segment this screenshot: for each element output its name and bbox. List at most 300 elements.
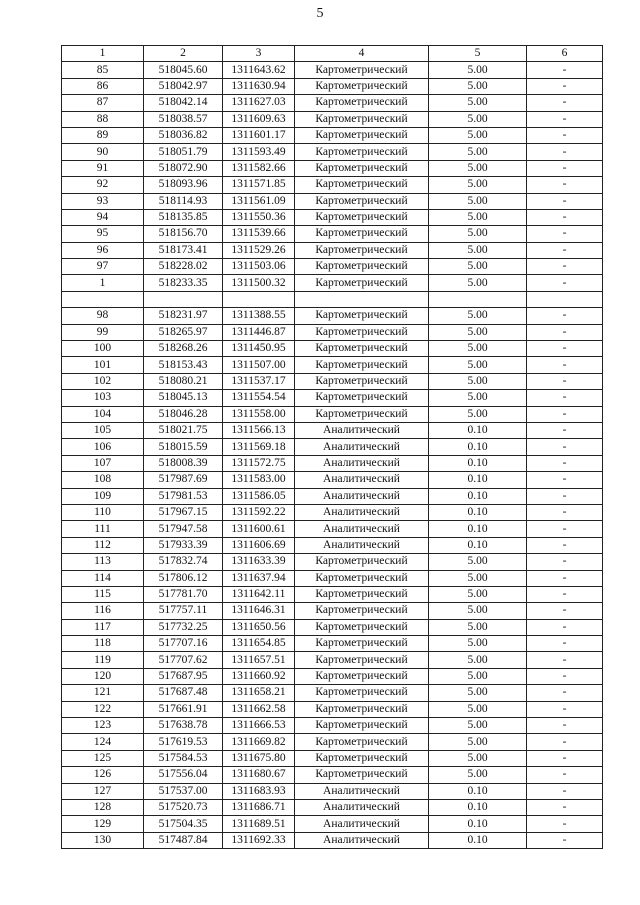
x-coordinate-cell: 518135.85: [144, 209, 223, 225]
y-coordinate-cell: 1311592.22: [223, 504, 295, 520]
note-cell: -: [527, 554, 603, 570]
x-coordinate-cell: 517638.78: [144, 718, 223, 734]
accuracy-cell: 5.00: [429, 554, 527, 570]
method-cell: Картометрический: [295, 603, 429, 619]
accuracy-cell: 5.00: [429, 341, 527, 357]
y-coordinate-cell: 1311566.13: [223, 422, 295, 438]
note-cell: -: [527, 111, 603, 127]
table-row: [62, 537, 603, 553]
point-number-cell: 1: [62, 275, 144, 291]
y-coordinate-cell: 1311660.92: [223, 668, 295, 684]
method-cell: Картометрический: [295, 95, 429, 111]
note-cell: -: [527, 242, 603, 258]
accuracy-cell: 5.00: [429, 373, 527, 389]
point-number-cell: 130: [62, 832, 144, 848]
x-coordinate-cell: 518153.43: [144, 357, 223, 373]
y-coordinate-cell: 1311550.36: [223, 209, 295, 225]
method-cell: Картометрический: [295, 144, 429, 160]
method-cell: Аналитический: [295, 832, 429, 848]
method-cell: Аналитический: [295, 816, 429, 832]
note-cell: -: [527, 586, 603, 602]
y-coordinate-cell: 1311606.69: [223, 537, 295, 553]
accuracy-cell: 5.00: [429, 701, 527, 717]
accuracy-cell: 5.00: [429, 406, 527, 422]
x-coordinate-cell: 518228.02: [144, 259, 223, 275]
point-number-cell: 88: [62, 111, 144, 127]
table-row: [62, 472, 603, 488]
accuracy-cell: 5.00: [429, 652, 527, 668]
point-number-cell: 113: [62, 554, 144, 570]
x-coordinate-cell: 518045.13: [144, 390, 223, 406]
table-row: [62, 586, 603, 602]
note-cell: -: [527, 570, 603, 586]
table-row: [62, 406, 603, 422]
y-coordinate-cell: 1311503.06: [223, 259, 295, 275]
method-cell: Картометрический: [295, 78, 429, 94]
y-coordinate-cell: 1311537.17: [223, 373, 295, 389]
y-coordinate-cell: 1311583.00: [223, 472, 295, 488]
point-number-cell: 105: [62, 422, 144, 438]
point-number-cell: 122: [62, 701, 144, 717]
x-coordinate-cell: 518231.97: [144, 308, 223, 324]
point-number-cell: 108: [62, 472, 144, 488]
method-cell: Аналитический: [295, 537, 429, 553]
x-coordinate-cell: 517781.70: [144, 586, 223, 602]
accuracy-cell: 0.10: [429, 799, 527, 815]
accuracy-cell: 5.00: [429, 308, 527, 324]
method-cell: Аналитический: [295, 439, 429, 455]
x-coordinate-cell: 517556.04: [144, 767, 223, 783]
table-row: [62, 701, 603, 717]
table-row: [62, 521, 603, 537]
note-cell: -: [527, 177, 603, 193]
method-cell: Картометрический: [295, 652, 429, 668]
column-header-6: 6: [527, 46, 603, 62]
accuracy-cell: 5.00: [429, 685, 527, 701]
point-number-cell: 90: [62, 144, 144, 160]
method-cell: Картометрический: [295, 160, 429, 176]
point-number-cell: 109: [62, 488, 144, 504]
y-coordinate-cell: 1311593.49: [223, 144, 295, 160]
point-number-cell: 91: [62, 160, 144, 176]
method-cell: Аналитический: [295, 472, 429, 488]
accuracy-cell: 5.00: [429, 193, 527, 209]
table-row: [62, 324, 603, 340]
accuracy-cell: 5.00: [429, 586, 527, 602]
point-number-cell: 114: [62, 570, 144, 586]
table-row: [62, 193, 603, 209]
x-coordinate-cell: 517537.00: [144, 783, 223, 799]
point-number-cell: 129: [62, 816, 144, 832]
method-cell: Картометрический: [295, 111, 429, 127]
y-coordinate-cell: 1311630.94: [223, 78, 295, 94]
method-cell: Картометрический: [295, 570, 429, 586]
table-row: [62, 390, 603, 406]
point-number-cell: 121: [62, 685, 144, 701]
table-row: [62, 570, 603, 586]
x-coordinate-cell: 518072.90: [144, 160, 223, 176]
table-row: [62, 242, 603, 258]
method-cell: Картометрический: [295, 750, 429, 766]
x-coordinate-cell: 517981.53: [144, 488, 223, 504]
table-row: [62, 652, 603, 668]
note-cell: -: [527, 406, 603, 422]
y-coordinate-cell: 1311561.09: [223, 193, 295, 209]
note-cell: -: [527, 160, 603, 176]
x-coordinate-cell: 517707.62: [144, 652, 223, 668]
accuracy-cell: 5.00: [429, 275, 527, 291]
table-row: [62, 554, 603, 570]
method-cell: Картометрический: [295, 259, 429, 275]
y-coordinate-cell: 1311582.66: [223, 160, 295, 176]
table-row: [62, 226, 603, 242]
point-number-cell: 126: [62, 767, 144, 783]
point-number-cell: 87: [62, 95, 144, 111]
accuracy-cell: 5.00: [429, 734, 527, 750]
method-cell: Аналитический: [295, 422, 429, 438]
coordinates-table-container: [61, 45, 602, 849]
accuracy-cell: 5.00: [429, 750, 527, 766]
table-row: [62, 357, 603, 373]
note-cell: -: [527, 816, 603, 832]
y-coordinate-cell: 1311689.51: [223, 816, 295, 832]
x-coordinate-cell: 518008.39: [144, 455, 223, 471]
accuracy-cell: 5.00: [429, 390, 527, 406]
point-number-cell: 86: [62, 78, 144, 94]
y-coordinate-cell: 1311686.71: [223, 799, 295, 815]
accuracy-cell: 0.10: [429, 488, 527, 504]
note-cell: -: [527, 701, 603, 717]
accuracy-cell: 5.00: [429, 226, 527, 242]
table-row: [62, 636, 603, 652]
accuracy-cell: 0.10: [429, 455, 527, 471]
method-cell: Картометрический: [295, 324, 429, 340]
x-coordinate-cell: 518045.60: [144, 62, 223, 78]
note-cell: -: [527, 144, 603, 160]
point-number-cell: 94: [62, 209, 144, 225]
method-cell: Картометрический: [295, 668, 429, 684]
method-cell: Аналитический: [295, 799, 429, 815]
x-coordinate-cell: 518015.59: [144, 439, 223, 455]
method-cell: Картометрический: [295, 586, 429, 602]
x-coordinate-cell: 517707.16: [144, 636, 223, 652]
accuracy-cell: 5.00: [429, 767, 527, 783]
y-coordinate-cell: 1311662.58: [223, 701, 295, 717]
note-cell: -: [527, 652, 603, 668]
y-coordinate-cell: 1311388.55: [223, 308, 295, 324]
table-row: [62, 422, 603, 438]
y-coordinate-cell: 1311692.33: [223, 832, 295, 848]
point-number-cell: 107: [62, 455, 144, 471]
point-number-cell: 103: [62, 390, 144, 406]
note-cell: -: [527, 357, 603, 373]
accuracy-cell: 5.00: [429, 177, 527, 193]
point-number-cell: 116: [62, 603, 144, 619]
accuracy-cell: 0.10: [429, 439, 527, 455]
x-coordinate-cell: 518114.93: [144, 193, 223, 209]
y-coordinate-cell: 1311572.75: [223, 455, 295, 471]
table-row: [62, 816, 603, 832]
note-cell: -: [527, 275, 603, 291]
y-coordinate-cell: 1311554.54: [223, 390, 295, 406]
method-cell: Картометрический: [295, 406, 429, 422]
table-row: [62, 767, 603, 783]
column-header-4: 4: [295, 46, 429, 62]
note-cell: -: [527, 668, 603, 684]
method-cell: Картометрический: [295, 127, 429, 143]
accuracy-cell: 5.00: [429, 636, 527, 652]
y-coordinate-cell: 1311609.63: [223, 111, 295, 127]
table-row: [62, 718, 603, 734]
method-cell: Аналитический: [295, 783, 429, 799]
accuracy-cell: 5.00: [429, 603, 527, 619]
point-number-cell: 93: [62, 193, 144, 209]
accuracy-cell: 5.00: [429, 357, 527, 373]
accuracy-cell: 5.00: [429, 144, 527, 160]
accuracy-cell: 5.00: [429, 259, 527, 275]
table-row: [62, 504, 603, 520]
table-row: [62, 603, 603, 619]
x-coordinate-cell: 517806.12: [144, 570, 223, 586]
method-cell: Картометрический: [295, 554, 429, 570]
point-number-cell: 99: [62, 324, 144, 340]
point-number-cell: 92: [62, 177, 144, 193]
accuracy-cell: 5.00: [429, 668, 527, 684]
table-body: [62, 62, 603, 849]
point-number-cell: 98: [62, 308, 144, 324]
accuracy-cell: 5.00: [429, 78, 527, 94]
accuracy-cell: 5.00: [429, 570, 527, 586]
note-cell: [527, 291, 603, 307]
y-coordinate-cell: 1311658.21: [223, 685, 295, 701]
x-coordinate-cell: 517661.91: [144, 701, 223, 717]
method-cell: Картометрический: [295, 308, 429, 324]
x-coordinate-cell: 518233.35: [144, 275, 223, 291]
y-coordinate-cell: 1311539.66: [223, 226, 295, 242]
point-number-cell: 120: [62, 668, 144, 684]
table-row: [62, 668, 603, 684]
x-coordinate-cell: 517687.48: [144, 685, 223, 701]
x-coordinate-cell: 517967.15: [144, 504, 223, 520]
note-cell: -: [527, 422, 603, 438]
table-row: [62, 111, 603, 127]
y-coordinate-cell: 1311642.11: [223, 586, 295, 602]
note-cell: -: [527, 619, 603, 635]
note-cell: -: [527, 537, 603, 553]
method-cell: Картометрический: [295, 357, 429, 373]
table-row: [62, 455, 603, 471]
accuracy-cell: 0.10: [429, 537, 527, 553]
point-number-cell: 101: [62, 357, 144, 373]
x-coordinate-cell: 518051.79: [144, 144, 223, 160]
table-row: [62, 308, 603, 324]
y-coordinate-cell: 1311666.53: [223, 718, 295, 734]
x-coordinate-cell: 517619.53: [144, 734, 223, 750]
point-number-cell: 115: [62, 586, 144, 602]
x-coordinate-cell: 517933.39: [144, 537, 223, 553]
method-cell: Картометрический: [295, 767, 429, 783]
accuracy-cell: 0.10: [429, 832, 527, 848]
y-coordinate-cell: 1311633.39: [223, 554, 295, 570]
accuracy-cell: 0.10: [429, 816, 527, 832]
x-coordinate-cell: 518173.41: [144, 242, 223, 258]
table-row: [62, 341, 603, 357]
note-cell: -: [527, 767, 603, 783]
x-coordinate-cell: 518156.70: [144, 226, 223, 242]
accuracy-cell: 0.10: [429, 422, 527, 438]
note-cell: -: [527, 341, 603, 357]
point-number-cell: 128: [62, 799, 144, 815]
y-coordinate-cell: 1311680.67: [223, 767, 295, 783]
x-coordinate-cell: 517757.11: [144, 603, 223, 619]
table-row: [62, 291, 603, 307]
note-cell: -: [527, 783, 603, 799]
y-coordinate-cell: 1311646.31: [223, 603, 295, 619]
method-cell: Картометрический: [295, 619, 429, 635]
method-cell: Картометрический: [295, 390, 429, 406]
note-cell: -: [527, 209, 603, 225]
point-number-cell: 110: [62, 504, 144, 520]
note-cell: -: [527, 521, 603, 537]
table-row: [62, 177, 603, 193]
y-coordinate-cell: 1311446.87: [223, 324, 295, 340]
column-header-1: 1: [62, 46, 144, 62]
point-number-cell: 119: [62, 652, 144, 668]
point-number-cell: 124: [62, 734, 144, 750]
accuracy-cell: 5.00: [429, 111, 527, 127]
note-cell: -: [527, 750, 603, 766]
y-coordinate-cell: 1311500.32: [223, 275, 295, 291]
x-coordinate-cell: 517584.53: [144, 750, 223, 766]
table-row: [62, 734, 603, 750]
accuracy-cell: 5.00: [429, 242, 527, 258]
note-cell: -: [527, 718, 603, 734]
point-number-cell: 125: [62, 750, 144, 766]
x-coordinate-cell: 517987.69: [144, 472, 223, 488]
method-cell: Картометрический: [295, 209, 429, 225]
accuracy-cell: 5.00: [429, 324, 527, 340]
point-number-cell: 117: [62, 619, 144, 635]
point-number-cell: 118: [62, 636, 144, 652]
x-coordinate-cell: 518021.75: [144, 422, 223, 438]
x-coordinate-cell: 518265.97: [144, 324, 223, 340]
note-cell: -: [527, 324, 603, 340]
y-coordinate-cell: 1311669.82: [223, 734, 295, 750]
x-coordinate-cell: 517504.35: [144, 816, 223, 832]
y-coordinate-cell: 1311586.05: [223, 488, 295, 504]
point-number-cell: 89: [62, 127, 144, 143]
table-row: [62, 127, 603, 143]
table-row: [62, 488, 603, 504]
table-row: [62, 209, 603, 225]
point-number-cell: 85: [62, 62, 144, 78]
note-cell: -: [527, 193, 603, 209]
method-cell: Картометрический: [295, 226, 429, 242]
y-coordinate-cell: 1311450.95: [223, 341, 295, 357]
point-number-cell: [62, 291, 144, 307]
accuracy-cell: 5.00: [429, 160, 527, 176]
method-cell: Аналитический: [295, 504, 429, 520]
x-coordinate-cell: [144, 291, 223, 307]
note-cell: -: [527, 373, 603, 389]
accuracy-cell: 0.10: [429, 504, 527, 520]
table-row: [62, 799, 603, 815]
y-coordinate-cell: [223, 291, 295, 307]
note-cell: -: [527, 636, 603, 652]
note-cell: -: [527, 439, 603, 455]
note-cell: -: [527, 308, 603, 324]
method-cell: Картометрический: [295, 636, 429, 652]
method-cell: Аналитический: [295, 488, 429, 504]
note-cell: -: [527, 226, 603, 242]
note-cell: -: [527, 472, 603, 488]
y-coordinate-cell: 1311675.80: [223, 750, 295, 766]
point-number-cell: 95: [62, 226, 144, 242]
point-number-cell: 106: [62, 439, 144, 455]
table-header-row: [62, 46, 603, 62]
point-number-cell: 104: [62, 406, 144, 422]
table-row: [62, 373, 603, 389]
note-cell: -: [527, 95, 603, 111]
x-coordinate-cell: 518080.21: [144, 373, 223, 389]
y-coordinate-cell: 1311529.26: [223, 242, 295, 258]
method-cell: Картометрический: [295, 373, 429, 389]
y-coordinate-cell: 1311601.17: [223, 127, 295, 143]
column-header-3: 3: [223, 46, 295, 62]
x-coordinate-cell: 518268.26: [144, 341, 223, 357]
x-coordinate-cell: 518042.14: [144, 95, 223, 111]
table-row: [62, 78, 603, 94]
x-coordinate-cell: 517520.73: [144, 799, 223, 815]
y-coordinate-cell: 1311650.56: [223, 619, 295, 635]
point-number-cell: 111: [62, 521, 144, 537]
note-cell: -: [527, 685, 603, 701]
x-coordinate-cell: 518093.96: [144, 177, 223, 193]
method-cell: Картометрический: [295, 734, 429, 750]
table-row: [62, 439, 603, 455]
note-cell: -: [527, 127, 603, 143]
table-row: [62, 259, 603, 275]
x-coordinate-cell: 518042.97: [144, 78, 223, 94]
x-coordinate-cell: 518046.28: [144, 406, 223, 422]
table-row: [62, 619, 603, 635]
x-coordinate-cell: 518036.82: [144, 127, 223, 143]
y-coordinate-cell: 1311657.51: [223, 652, 295, 668]
accuracy-cell: 5.00: [429, 62, 527, 78]
method-cell: Картометрический: [295, 177, 429, 193]
accuracy-cell: 5.00: [429, 95, 527, 111]
point-number-cell: 123: [62, 718, 144, 734]
x-coordinate-cell: 517487.84: [144, 832, 223, 848]
point-number-cell: 127: [62, 783, 144, 799]
point-number-cell: 97: [62, 259, 144, 275]
y-coordinate-cell: 1311627.03: [223, 95, 295, 111]
table-row: [62, 783, 603, 799]
table-row: [62, 95, 603, 111]
note-cell: -: [527, 603, 603, 619]
y-coordinate-cell: 1311654.85: [223, 636, 295, 652]
table-row: [62, 275, 603, 291]
y-coordinate-cell: 1311558.00: [223, 406, 295, 422]
y-coordinate-cell: 1311507.00: [223, 357, 295, 373]
accuracy-cell: 5.00: [429, 718, 527, 734]
note-cell: -: [527, 504, 603, 520]
method-cell: Аналитический: [295, 521, 429, 537]
x-coordinate-cell: 518038.57: [144, 111, 223, 127]
table-row: [62, 685, 603, 701]
accuracy-cell: 5.00: [429, 619, 527, 635]
method-cell: Картометрический: [295, 242, 429, 258]
